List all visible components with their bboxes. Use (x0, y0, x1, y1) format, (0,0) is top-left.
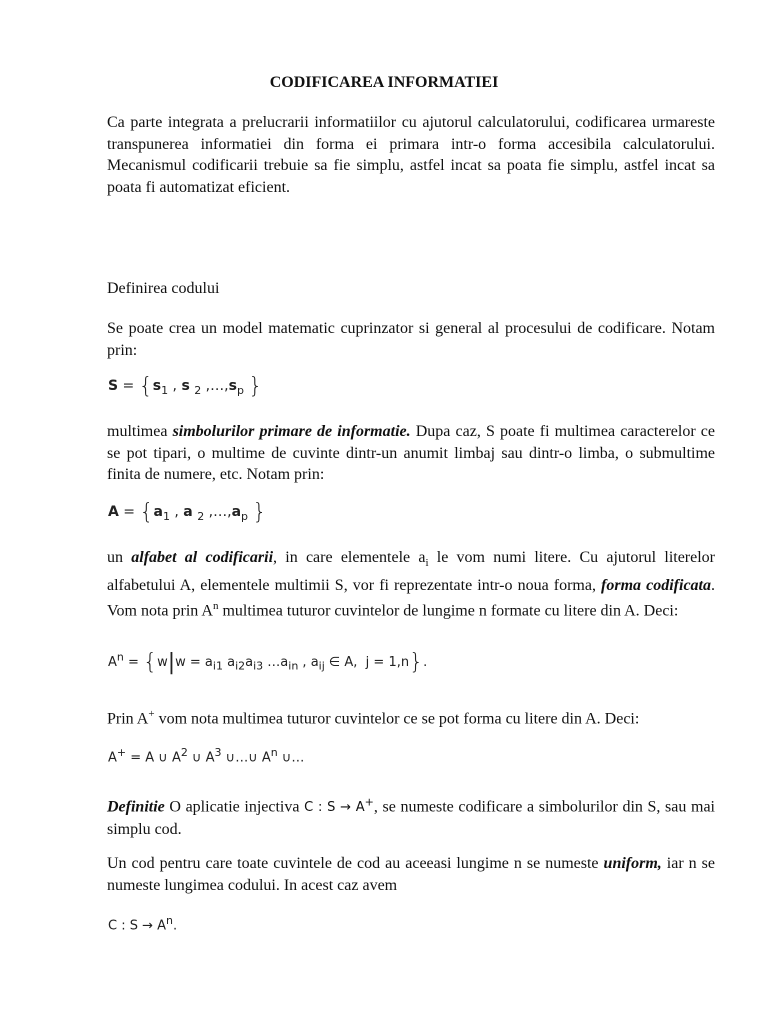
section-heading: Definirea codului (107, 280, 220, 297)
inline-formula-c: C : S → A+ (304, 796, 374, 816)
paragraph-definition: Definitie O aplicatie injectiva C : S → A+, se numeste codificare a simbolurilor din S, sau mai simplu cod. (107, 796, 716, 838)
paragraph-model: Se poate crea un model matematic cuprinzator si general al procesului de codificare. Notam prin: (107, 320, 715, 359)
formula-a-plus: A+ = A ∪ $A^2$ ∪ $A^3$ ∪…∪ $A^n$ ∪… (108, 746, 305, 766)
paragraph-alphabet: un alfabet al codificarii, in care elementele $a_i$ le vom numi litere. Cu ajutorul literelor alfabetului A, elementele multimii S, vor fi reprezentate intr-o noua forma, forma codificata. Vom nota prin $A^n$ multimea tuturor cuvintelor de lungime n formate cu litere din A. Deci: (107, 549, 716, 620)
paragraph-a-plus: Prin A+ vom nota multimea tuturor cuvintelor ce se pot forma cu litere din A. Deci: (107, 708, 640, 728)
paragraph-uniform: Un cod pentru care toate cuvintele de cod au aceeasi lungime n se numeste uniform, iar n se numeste lungimea codului. In acest caz avem (107, 855, 716, 894)
formula-a-n: $A^n = \{w|w = a_{i1}$ $a_{i2}a_{i3}$ $\dots a_{in}$ , $a_{ij}$ ∈ A, j = 1,n}. (108, 650, 428, 675)
formula-set-s: $S = \{s_1$ , s $_2$ $,\dots,s_p$ } (108, 374, 263, 399)
formula-c-a-n: C : $S \to A^n$. (108, 914, 178, 934)
formula-alphabet-a: $A = \{a_1$ , a $_2$ $,\dots,a_p$ } (108, 500, 267, 525)
intro-paragraph: Ca parte integrata a prelucrarii informatiilor cu ajutorul calculatorului, codificarea urmareste transpunerea informatiei din forma ei primara intr-o forma accesibila calculatorului. Mecanismul codificarii trebuie sa fie simplu, astfel incat sa poata fie simplu, astfel incat sa poata fi automatizat eficient. (107, 114, 715, 196)
paragraph-symbols: multimea simbolurilor primare de informatie. Dupa caz, S poate fi multimea caracterelor ce se pot tipari, o multime de cuvinte dintr-un anumit limbaj sau dintr-o limba, o submultime finita de numere, etc. Notam prin: (107, 423, 716, 483)
page-title: CODIFICAREA INFORMATIEI (269, 74, 499, 91)
